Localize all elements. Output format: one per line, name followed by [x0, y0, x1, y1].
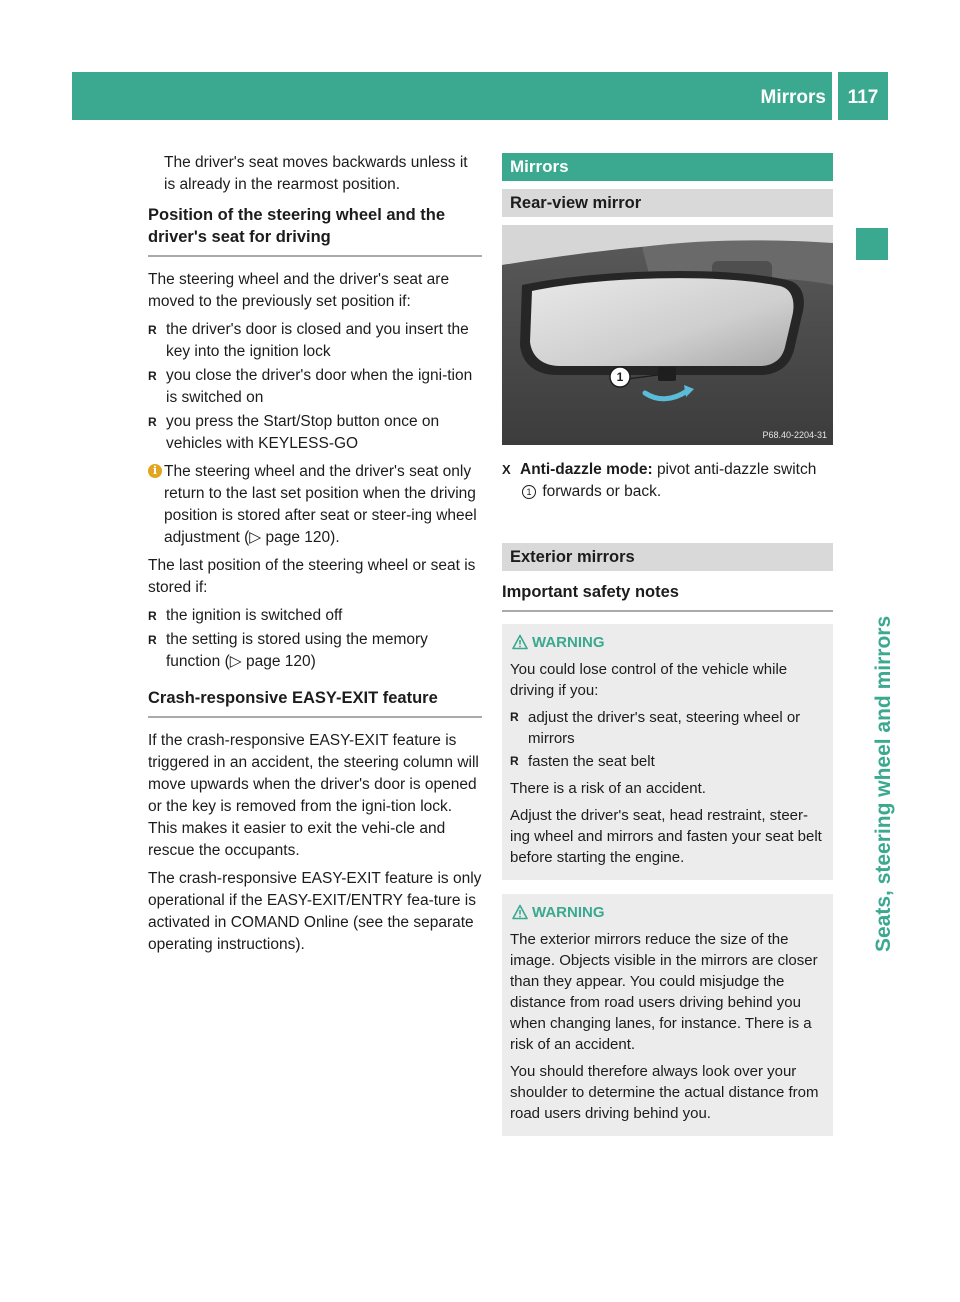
stored-bullet-list — [148, 605, 482, 673]
step-text-b: forwards or back. — [542, 483, 662, 500]
list-item: R the setting is stored using the memory function (▷ page 120) — [148, 629, 482, 673]
info-icon: i — [148, 464, 162, 478]
left-column — [148, 152, 482, 962]
section-title-mirrors: Mirrors — [502, 153, 833, 181]
callout-reference-icon: 1 — [522, 485, 536, 499]
callout-number: 1 — [616, 370, 624, 384]
warning-risk: There is a risk of an accident. — [510, 780, 706, 797]
warning-triangle-icon — [512, 634, 528, 650]
page-number: 117 — [838, 72, 888, 120]
mirror-illustration — [502, 225, 833, 445]
step-text-a: pivot anti-dazzle switch — [656, 461, 817, 478]
list-item: R you press the Start/Stop button once on vehicles with KEYLESS-GO — [148, 411, 482, 455]
warning-box-2 — [502, 894, 833, 1136]
warning-label: WARNING — [532, 904, 605, 921]
right-column — [502, 153, 833, 1136]
warning-box-1 — [502, 624, 833, 880]
warning-heading — [510, 632, 825, 653]
easy-exit-heading: Crash-responsive EASY-EXIT feature — [148, 687, 482, 718]
photo-reference-code: P68.40-2204-31 — [762, 430, 827, 440]
list-item: R the ignition is switched off — [148, 605, 482, 627]
rear-view-mirror-photo — [502, 225, 833, 445]
position-text: The steering wheel and the driver's seat are moved to the previously set position if: — [148, 271, 450, 310]
position-bullet-list — [148, 319, 482, 455]
warning-paragraph-1: The exterior mirrors reduce the size of the image. Objects visible in the mirrors are closer than they appear. You could misjudge the distance from road users driving behind you when changing lanes, for instance. There is a risk of an accident. — [510, 931, 818, 1053]
warning-advice: Adjust the driver's seat, head restraint, steer-ing wheel and mirrors and fasten your seat belt before starting the engine. — [510, 807, 822, 866]
side-tab-label: Seats, steering wheel and mirrors — [872, 615, 895, 952]
stored-text: The last position of the steering wheel or seat is stored if: — [148, 557, 476, 596]
list-item: R fasten the seat belt — [510, 751, 825, 772]
list-item: R you close the driver's door when the igni-tion is switched on — [148, 365, 482, 409]
warning-paragraph-2: You should therefore always look over your shoulder to determine the actual distance from road users driving behind you. — [510, 1063, 819, 1122]
warning-triangle-icon — [512, 904, 528, 920]
warning-bullet-list — [510, 707, 825, 772]
list-item: R adjust the driver's seat, steering wheel or mirrors — [510, 707, 825, 749]
easy-exit-paragraph-2: The crash-responsive EASY-EXIT feature is only operational if the EASY-EXIT/ENTRY fea-ture is activated in COMAND Online (see the separate operating instructions). — [148, 870, 482, 953]
info-note — [148, 461, 482, 549]
exterior-mirrors-title: Exterior mirrors — [502, 543, 833, 571]
position-heading: Position of the steering wheel and the driver's seat for driving — [148, 204, 482, 257]
intro-paragraph: The driver's seat moves backwards unless it is already in the rearmost position. — [164, 154, 468, 193]
warning-intro: You could lose control of the vehicle while driving if you: — [510, 661, 788, 699]
warning-label: WARNING — [532, 634, 605, 651]
page-title: Mirrors — [760, 87, 826, 108]
anti-dazzle-step — [502, 459, 833, 503]
rear-view-mirror-title: Rear-view mirror — [502, 189, 833, 217]
header-bar — [72, 72, 832, 120]
step-label: Anti-dazzle mode: — [520, 461, 653, 478]
side-tab-marker — [856, 228, 888, 260]
safety-notes-heading: Important safety notes — [502, 581, 833, 612]
warning-heading — [510, 902, 825, 923]
info-note-text: The steering wheel and the driver's seat only return to the last set position when the driving position is stored after seat or steer-ing wheel adjustment (▷ page 120). — [164, 463, 477, 546]
easy-exit-paragraph-1: If the crash-responsive EASY-EXIT feature is triggered in an accident, the steering column will move upwards when the driver's door is opened or the key is removed from the igni-tion lock. This makes it easier to exit the vehi-cle and rescue the occupants. — [148, 732, 479, 859]
list-item: R the driver's door is closed and you insert the key into the ignition lock — [148, 319, 482, 363]
